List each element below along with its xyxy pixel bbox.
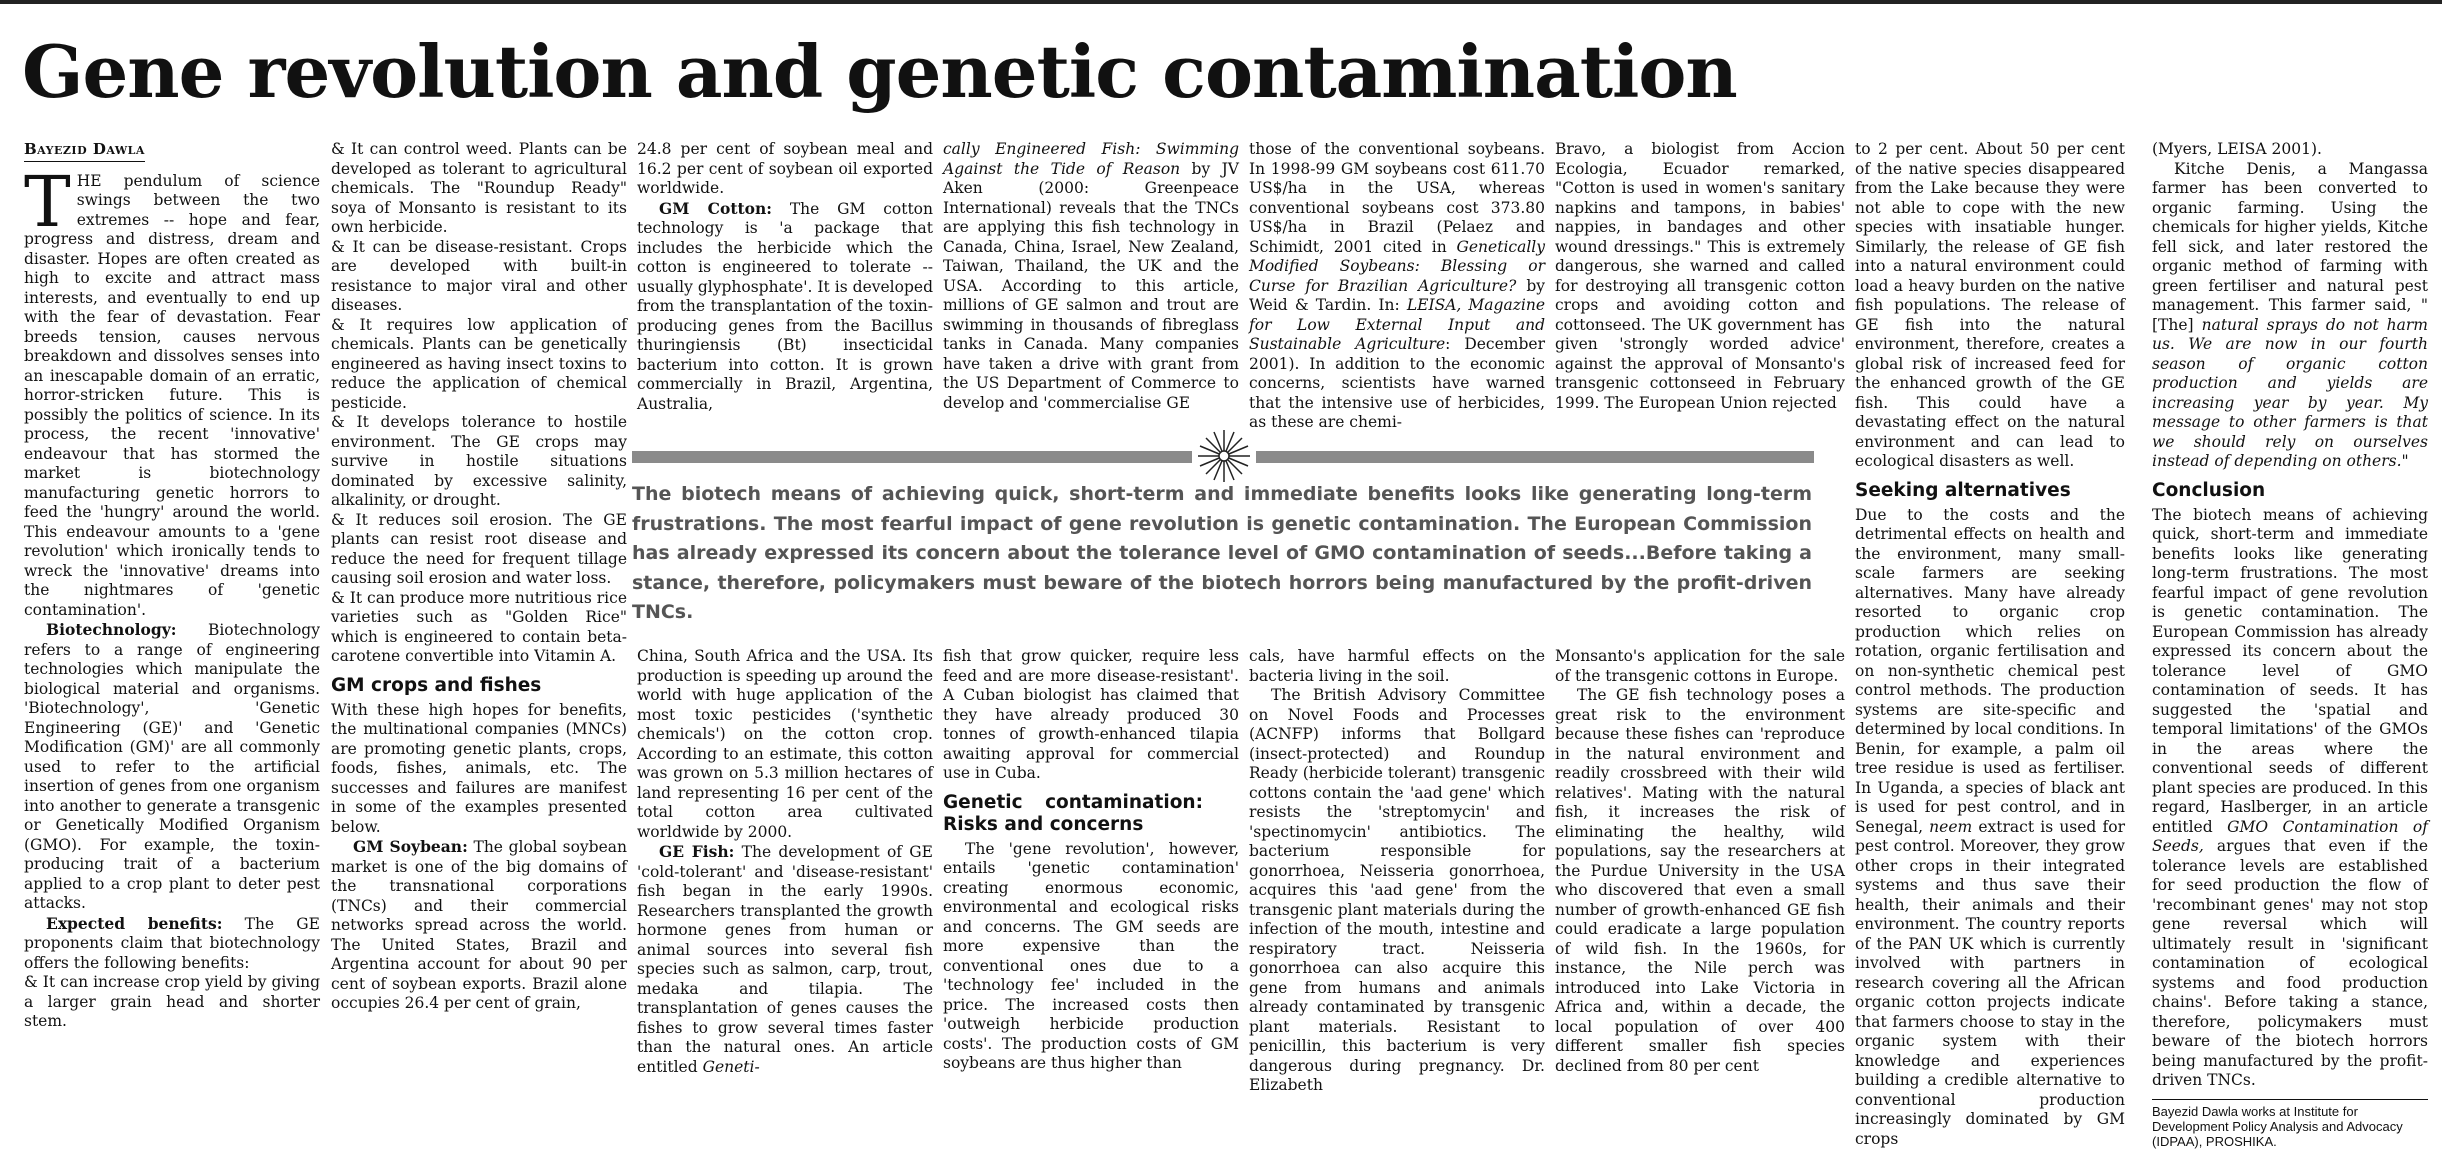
italic-quote: natural sprays do not harm us. We are now in our fourth season of organic cotton production and yields are increasing year by year. My message to other farmers is that we should rely on ourselves instead of depending on others.	[2152, 315, 2428, 470]
paragraph: The GE proponents claim that biotechnology offers the following benefits:	[24, 914, 320, 972]
subheading: Seeking alternatives	[1855, 479, 2071, 501]
top-rule	[0, 0, 2442, 4]
paragraph: Kitche Denis, a Mangassa farmer has been converted to organic farming. Using the chemicals for higher yields, Kitche fell sick, and later restored the organic method of farming with green fertiliser and natural pest management. This farmer said, "[The]	[2152, 159, 2428, 334]
lead-in: GE Fish:	[659, 842, 735, 861]
paragraph: cals, have harmful effects on the bacteria living in the soil.	[1249, 647, 1545, 685]
pullquote: The biotech means of achieving quick, short-term and immediate benefits looks like generating long-term frustrations. The most fearful impact of gene revolution is genetic contamination. The European Commission has already expressed its concern about the tolerance level of GMO contamination of seeds...Before taking a stance, therefore, policymakers must beware of the biotech horrors being manufactured by the profit-driven TNCs.	[632, 483, 1812, 623]
column-4-bottom	[943, 647, 1239, 1095]
paragraph: & It reduces soil erosion. The GE plants can resist root disease and reduce the need for frequent tillage causing soil erosion and water loss.	[331, 510, 627, 587]
column-6-bottom	[1555, 647, 1845, 1095]
paragraph: Biotechnology refers to a range of engineering technologies which manipulate the biological material and organisms. 'Biotechnology', 'Genetic Engineering (GE)' and 'Genetic Modification (GM)' are all commonly used to refer to the artificial insertion of genes from one organism into another to generate a transgenic or Genetically Modified Organism (GMO). For example, the toxin-producing trait of a bacterium applied to a crop plant to deter pest attacks.	[24, 621, 320, 912]
column-6-top	[1555, 140, 1845, 440]
paragraph: & It can control weed. Plants can be developed as tolerant to agricultural chemicals. The "Roundup Ready" soya of Monsanto is resistant to its own herbicide.	[331, 140, 627, 236]
column-5-top	[1249, 140, 1545, 440]
paragraph: & It can produce more nutritious rice varieties such as "Golden Rice" which is engineered to contain beta-carotene convertible into Vitamin A.	[331, 588, 627, 665]
paragraph: The global soybean market is one of the big domains of the transnational corporations (TNCs) and their commercial networks spread across the world. The United States, Brazil and Argentina account for about 90 per cent of soybean exports. Brazil alone occupies 26.4 per cent of grain,	[331, 838, 627, 1012]
subheading: GM crops and fishes	[331, 674, 542, 696]
paragraph: & It can be disease-resistant. Crops are developed with built-in resistance to major viral and other diseases.	[331, 237, 627, 314]
lead-in: Expected benefits:	[46, 913, 223, 933]
column-1	[24, 140, 320, 1095]
paragraph: extract is used for pest control. Moreover, they grow other crops in their integrated systems and thus save their health, their animals and their environment. The country reports of the PAN UK which is currently involved with partners in research covering all the African organic cotton projects indicate that farmers choose to stay in the organic system with their knowledge and experiences building a credible alternative to conventional production increasingly dominated by GM crops	[1855, 817, 2125, 1148]
paragraph: & It develops tolerance to hostile environment. The GE crops may survive in hostile situations dominated by excessive salinity, alkalinity, or drought.	[331, 413, 627, 509]
paragraph: Monsanto's application for the sale of the transgenic cottons in Europe.	[1555, 647, 1845, 685]
paragraph: The British Advisory Committee on Novel Foods and Processes (ACNFP) informs that Bollgard (insect-protected) and Roundup Ready (herbicide tolerant) transgenic cottons contain the 'aad gene' which resists the 'streptomycin' and 'spectinomycin' antibiotics. The bacterium responsible for gonorrhoea, Neisseria gonorrhoea, acquires this 'aad gene' from the transgenic plant materials during the infection of the mouth, intestine and respiratory tract. Neisseria gonorrhoea can also acquire this gene from humans and animals already contaminated by transgenic plant materials. Resistant to penicillin, this bacterium is very dangerous during pregnancy. Dr. Elizabeth	[1249, 686, 1545, 1094]
paragraph: 24.8 per cent of soybean meal and 16.2 per cent of soybean oil exported worldwide.	[637, 140, 933, 197]
drop-cap: T	[24, 160, 71, 243]
italic-title: cally Engineered Fish: Swimming Against the Tide of Reason	[943, 140, 1239, 178]
italic-title: GMO Contamination of Seeds,	[2152, 817, 2428, 855]
paragraph: to 2 per cent. About 50 per cent of the native species disappeared from the Lake because they were not able to cope with the new species with insatiable hunger. Similarly, the release of GE fish into a natural environment could load a heavy burden on the native fish populations. The release of GE fish into the natural environment, therefore, creates a global risk of increased feed for the enhanced growth of the GE fish. This could have a devastating effect on the natural environment and can lead to ecological disasters as well.	[1855, 140, 2125, 470]
pullquote-bar-left	[632, 451, 1192, 463]
column-5-bottom	[1249, 647, 1545, 1095]
paragraph: by JV Aken (2000: Greenpeace International) reveals that the TNCs are applying this fish technology in Canada, China, Israel, New Zealand, Taiwan, Thailand, the UK and the USA. According to this article, millions of GE salmon and trout are swimming in thousands of fibreglass tanks in Canada. Many companies have taken a drive with grant from the US Department of Commerce to develop and 'commercialise GE	[943, 159, 1239, 412]
italic-title: LEISA, Magazine for Low External Input and Sustainable Agriculture	[1249, 296, 1545, 353]
paragraph: HE pendulum of science swings between the two extremes -- hope and fear, progress and distress, dream and disaster. Hopes are often created as high to excite and attract mass interests, and eventually to end up with the fear of devastation. Fear breeds tension, causes nervous breakdown and dissolves senses into an inescapable domain of an erratic, horror-stricken future. This is possibly the politics of science. In its process, the recent 'innovative' endeavour that has stormed the market is biotechnology manufacturing genetic horrors to feed the 'hungry' around the world. This endeavour amounts to a 'gene revolution' which ironically tends to wreck the 'innovative' dreams into the nightmares of 'genetic contamination'.	[24, 171, 320, 619]
paragraph: argues that even if the tolerance levels are established for seed production the flow of 'recombinant genes' may not stop gene reversal which will ultimately result in 'significant contamination of ecological systems and food production chains'. Before taking a stance, therefore, policymakers must beware of the biotech horrors being manufactured by the profit-driven TNCs.	[2152, 837, 2428, 1089]
headline: Gene revolution and genetic contamination	[22, 29, 1737, 114]
paragraph: Bravo, a biologist from Accion Ecologia, Ecuador remarked, "Cotton is used in women's sanitary napkins and tampons, in babies' nappies, in bandages and other wound dressings." This is extremely dangerous, she warned and called for destroying all transgenic cotton crops and avoiding cotton and cottonseed. The UK government has given 'strongly worded advice' against the approval of Monsanto's transgenic cottonseed in February 1999. The European Union rejected	[1555, 140, 1845, 412]
italic-title: Geneti-	[702, 1057, 760, 1076]
paragraph: & It requires low application of chemicals. Plants can be genetically engineered as having insect toxins to reduce the application of chemical pesticide.	[331, 315, 627, 412]
subheading: Conclusion	[2152, 479, 2266, 501]
byline: Bayezid Dawla	[24, 140, 145, 162]
pullquote-bar-right	[1256, 451, 1814, 463]
column-8	[2152, 140, 2428, 1149]
paragraph: With these high hopes for benefits, the multinational companies (MNCs) are promoting genetic plants, crops, foods, fishes, animals, etc. The successes and failures are manifest in some of the examples presented below.	[331, 700, 627, 836]
paragraph: The 'gene revolution', however, entails 'genetic contamination' creating enormous economic, environmental and ecological risks and concerns. The GM seeds are more expensive than the conventional ones due to a 'technology fee' included in the price. The increased costs then 'outweigh herbicide production costs'. The production costs of GM soybeans are thus higher than	[943, 839, 1239, 1072]
lead-in: GM Soybean:	[353, 837, 468, 856]
paragraph: "	[2401, 452, 2409, 470]
paragraph: The GE fish technology poses a great risk to the environment because these fishes can 'reproduce in the natural environment and readily crossbreed with their wild relatives'. Mating with the natural fish, it increases the risk of eliminating the healthy, wild populations, say the researchers at the Purdue University in the USA who discovered that even a small number of growth-enhanced GE fish could eradicate a large population of wild fish. In the 1960s, for instance, the Nile perch was introduced into Lake Victoria in Africa and, within a decade, the local population of over 400 different smaller fish species declined from 80 per cent	[1555, 686, 1845, 1075]
paragraph: China, South Africa and the USA. Its production is speeding up around the world with huge application of the most toxic pesticides ('synthetic chemicals') on the cotton crop. According to an estimate, this cotton was grown on 5.3 million hectares of land representing 16 per cent of the total cotton area cultivated worldwide by 2000.	[637, 647, 933, 841]
lead-in: Biotechnology:	[46, 620, 177, 639]
paragraph: those of the conventional soybeans. In 1998-99 GM soybeans cost 611.70 US$/ha in the USA, whereas conventional soybeans cost 373.80 US$/ha in Brazil (Pelaez and Schimidt, 2001 cited in	[1249, 140, 1545, 256]
column-4-top	[943, 140, 1239, 440]
paragraph: The development of GE 'cold-tolerant' and 'disease-resistant' fish began in the early 1990s. Researchers transplanted the growth hormone genes from human or animal sources into several fish species such as salmon, carp, trout, medaka and tilapia. The transplantation of genes causes the fishes to grow several times faster than the natural ones. An article entitled	[637, 843, 933, 1076]
paragraph: fish that grow quicker, require less feed and are more disease-resistant'. A Cuban biologist has claimed that they have already produced 30 tonnes of growth-enhanced tilapia awaiting approval for commercial use in Cuba.	[943, 647, 1239, 782]
paragraph: The biotech means of achieving quick, short-term and immediate benefits looks like generating long-term frustrations. The most fearful impact of gene revolution is genetic contamination. The European Commission has already expressed its concern about the tolerance level of GMO contamination of seeds. It has suggested the 'spatial and temporal limitations' of the GMOs in the areas where the conventional seeds of different plant species are produced. In this regard, Haslberger, in an article entitled	[2152, 505, 2428, 836]
subheading: Genetic contamination: Risks and concerns	[943, 791, 1203, 835]
italic-word: neem	[1929, 817, 1973, 836]
column-3-top	[637, 140, 933, 440]
paragraph: : December 2001). In addition to the economic concerns, scientists have warned that the intensive use of herbicides, as these are chemi-	[1249, 335, 1545, 431]
paragraph: by Weid & Tardin. In:	[1249, 276, 1545, 314]
paragraph: (Myers, LEISA 2001).	[2152, 140, 2322, 158]
paragraph: The GM cotton technology is 'a package that includes the herbicide which the cotton is engineered to tolerate -- usually glyphosphate'. It is developed from the transplantation of the toxin-producing genes from the Bacillus thuringiensis (Bt) insecticidal bacterium into cotton. It is grown commercially in Brazil, Argentina, Australia,	[637, 199, 933, 413]
paragraph: Due to the costs and the detrimental effects on health and the environment, many small-scale farmers are seeking alternatives. Many have already resorted to organic crop production which relies on rotation, organic fertilisation and on non-synthetic chemical pest control methods. The production systems are site-specific and determined by local conditions. In Benin, for example, a palm oil tree residue is used as fertiliser. In Uganda, a species of black ant is used for pest control, and in Senegal,	[1855, 505, 2125, 836]
italic-title: Genetically Modified Soybeans: Blessing or Curse for Brazilian Agriculture?	[1249, 237, 1545, 295]
paragraph: & It can increase crop yield by giving a larger grain head and shorter stem.	[24, 973, 320, 1030]
column-7	[1855, 140, 2125, 1148]
lead-in: GM Cotton:	[659, 198, 773, 218]
column-3-bottom	[637, 647, 933, 1095]
author-note: Bayezid Dawla works at Institute for Development Policy Analysis and Advocacy (IDPAA), PROSHIKA.	[2152, 1099, 2428, 1149]
starburst-icon	[1194, 426, 1254, 486]
column-2	[331, 140, 627, 1095]
